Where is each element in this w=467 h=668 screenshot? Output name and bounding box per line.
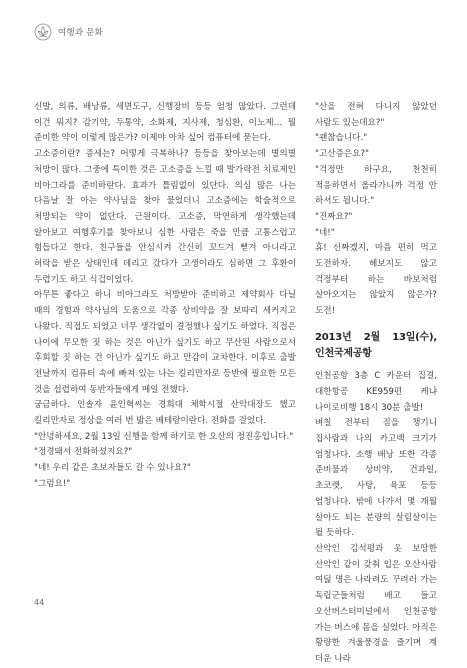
section-heading: 2013년 2월 13일(수), 인천국제공항 bbox=[315, 331, 437, 359]
paragraph: 산악인 김석평과 옷 보땅한 산악인 같이 갖춰 입은 오산사람 여덟 명은 나라려도 꾸려러 가는 독립군들처럼 배고 들고 오산버스터미널에서 인천공항 가는 버스에 몸을 실었다. 아직은 황량한 겨울풍경을 즐기며 계 더운 나라 bbox=[315, 543, 437, 664]
paragraph: 고소증이란? 증세는? 어떻게 극복하나? 등등을 찾아보는데 별의별 처방이 많다. 그중에 특이한 것은 고소증을 느낄 때 발가락전 치료제인 비아그라를 준비하란다. 효과가 틀림없이 있단다. 의심 많은 나는 다음날 잘 아는 약사님을 찾아 물었더니 고소증에는 학술적으로 처방되는 약이 없단다. 근원이다. 고소증, 막연하게 생각했는데 알아보고 여행후기를 찾아보니 심한 사람은 죽을 만큼 고통스럽고 힘듭다고 한다. 친구들을 안심시켜 간신히 꼬드겨 뻗겨 아니라고 허락을 받은 상태인데 데리고 갔다가 고생이라도 심하면 그 후환이 두렵기도 하고 식겁이었다. bbox=[34, 149, 296, 285]
paragraph: 벼칠 전부터 짐을 챙기니 집사람과 나의 카고백 크기가 엄청나다. 소행 배낭 또한 각종 준비물과 상비약, 건과일, 초코렛, 사탕, 육포 등등 엄청나다. 밖에 나가서 몇 개월 살아도 되는 분량의 살림살이는 될 듯하다. bbox=[315, 418, 437, 539]
paragraph: 휴! 신짜겠지, 마음 편히 먹고 도전하자. 헤보지도 않고 걱정부터 하는 바보처럼 살아오지는 않았지 않은가? 도전! bbox=[315, 243, 437, 317]
dialogue-line: "안녕하세요, 2월 13일 신행을 함께 하기로 한 오산의 정진홍입니다." bbox=[34, 431, 294, 442]
dialogue-line: "산을 전혀 다니지 않았던 사람도 있는데요?" bbox=[315, 102, 437, 128]
page-header bbox=[34, 22, 103, 42]
dialogue-line: "정경돼서 전화하셨지요?" bbox=[34, 447, 133, 458]
dialogue-line: "네!" bbox=[315, 227, 335, 238]
section-title: 여행과 문화 bbox=[58, 28, 103, 38]
right-column bbox=[315, 100, 437, 668]
page-number: 44 bbox=[34, 598, 45, 607]
paragraph: 신발, 의류, 배낭류, 세면도구, 신행장비 등등 엄청 많았다. 그런데 이건 뭐지? 감기약, 두통약, 소화제, 지사제, 청심환, 이노제… 뭘 준비한 약이 이렇게 많은가? 이제야 아차 싶어 컴퓨터에 묻는다. bbox=[34, 102, 296, 144]
dialogue-line: "괜찮습니다." bbox=[315, 133, 368, 144]
paragraph: 궁금하다. 인솔자 윤인혁씨는 경희대 체학시절 산악대장도 했고 킬리만자로 정상을 여러 번 밟은 베테랑이란다. 전화를 걸었다. bbox=[34, 400, 296, 427]
lotus-circle-icon bbox=[34, 23, 52, 41]
dialogue-line: "네! 우리 같은 초보자들도 갈 수 있나요?" bbox=[34, 463, 191, 474]
dialogue-line: "고산증은요?" bbox=[315, 149, 369, 160]
dialogue-line: "걱정만 하구요, 천천히 적응하면서 올라가니까 걱정 안 하셔도 됩니다." bbox=[315, 164, 437, 207]
dialogue-line: "진짜요?" bbox=[315, 211, 353, 222]
paragraph: 아무튼 좋다고 하니 비아그라도 처방받아 준비하고 제약회사 다닐 때의 경험과 약사님의 도움으로 각종 상비약을 잘 보따리 세커지고 나왔다. 직접도 되었고 너무 생각없이 결정했나 싶기도 하였다. 직접은 나이에 무모한 짓 하는 것은 아닌가 싶기도 하고 무산된 사람으로서 후회할 짓 하는 건 아닌가 싶기도 하고 만감이 교차한다. 이후로 출발 전날까지 컴퓨터 속에 빠져 있는 나는 킬리만자로 등반에 필요한 모든 것을 섭렵하여 동반자들에게 메일 전했다. bbox=[34, 290, 296, 395]
paragraph: 인천공항 3층 C 카운터 집결, 대한항공 KE959편 케냐 나이로비행 18시 30분 출발! bbox=[315, 371, 437, 413]
dialogue-line: "그럼요!" bbox=[34, 478, 71, 489]
left-column bbox=[34, 100, 296, 493]
